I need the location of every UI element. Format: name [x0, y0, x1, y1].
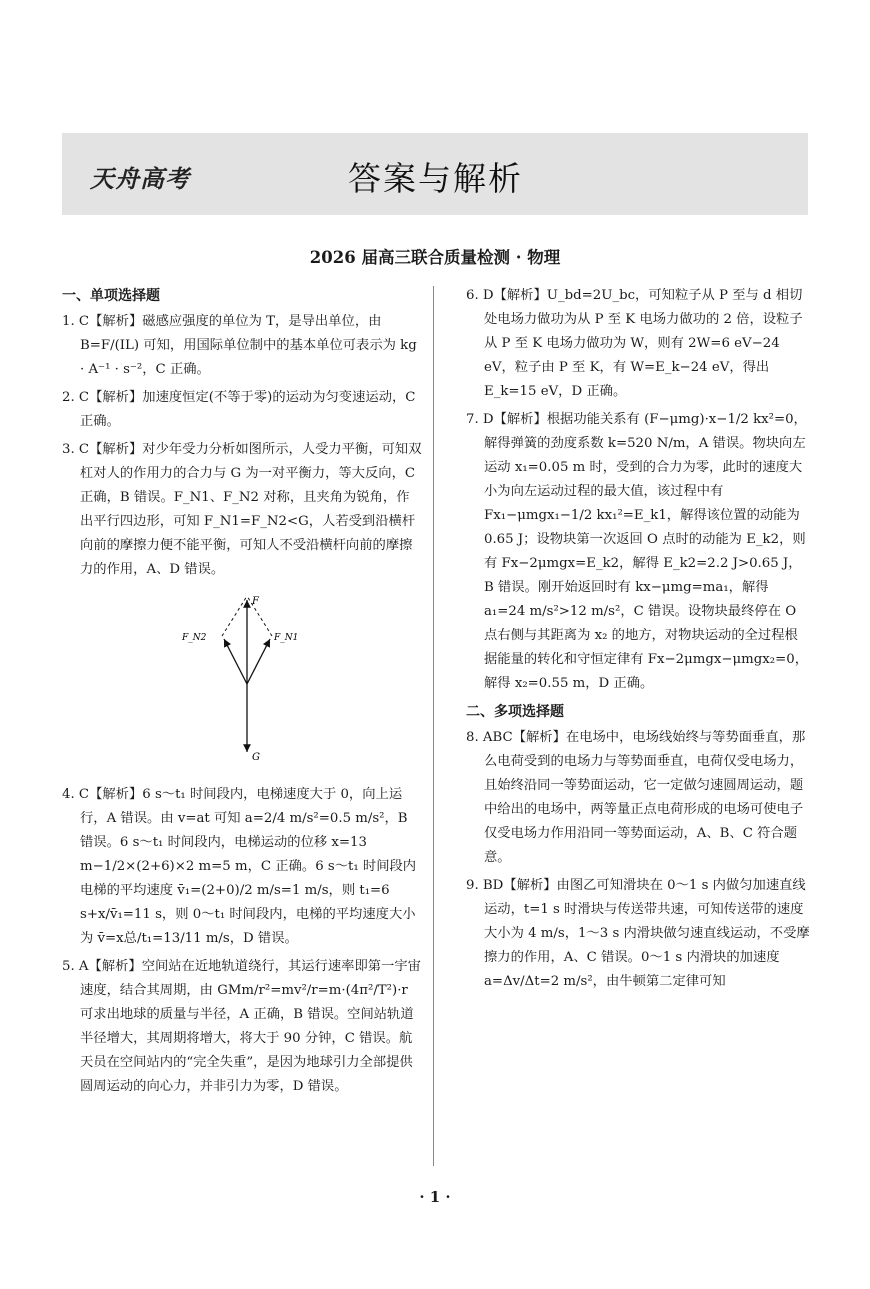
page-title: 2026 届高三联合质量检测 · 物理 [309, 248, 561, 267]
answer-q1: 1. C【解析】磁感应强度的单位为 T，是导出单位，由 B=F/(IL) 可知，用国际单位制中的基本单位可表示为 kg · A⁻¹ · s⁻²，C 正确。 [62, 314, 417, 377]
section-multiple-choice: 二、多项选择题 [466, 704, 564, 720]
page-number: · 1 · [419, 1188, 451, 1206]
section-single-choice: 一、单项选择题 [62, 288, 160, 304]
force-diagram [62, 594, 422, 764]
label-g: G [252, 752, 260, 763]
answer-q2: 2. C【解析】加速度恒定(不等于零)的运动为匀变速运动，C 正确。 [62, 390, 416, 429]
answer-q8: 8. ABC【解析】在电场中，电场线始终与等势面垂直，那么电荷受到的电场力与等势面垂直，电荷仅受电场力，且始终沿同一等势面运动，它一定做匀速圆周运动，题中给出的电场中，两等量正点电荷形成的电场可使电子仅受电场力作用沿同一等势面运动，A、B、C 符合题意。 [466, 730, 806, 865]
answer-q6: 6. D【解析】U_bd=2U_bc，可知粒子从 P 至与 d 相切处电场力做功为从 P 至 K 电场力做功的 2 倍，设粒子从 P 至 K 电场力做功为 W，则有 2W=6 eV−24 eV，粒子由 P 至 K，有 W=E_k−24 eV，得出 E_k=15 eV，D 正确。 [466, 288, 803, 399]
label-fn1: F_N1 [274, 633, 299, 643]
left-column [62, 284, 422, 1103]
label-f: F [252, 596, 259, 607]
answer-q4: 4. C【解析】6 s～t₁ 时间段内，电梯速度大于 0，向上运行，A 错误。由 v=at 可知 a=2/4 m/s²=0.5 m/s²，B 错误。6 s～t₁ 时间段内，电梯运动的位移 x=13 m−1/2×(2+6)×2 m=5 m，C 正确。6 s～t₁ 时间段内电梯的平均速度 v̄₁=(2+0)/2 m/s=1 m/s，则 t₁=6 s+x/v̄₁=11 s，则 0～t₁ 时间段内，电梯的平均速度大小为 v̄=x总/t₁=13/11 m/s，D 错误。 [62, 787, 417, 946]
answer-q5: 5. A【解析】空间站在近地轨道绕行，其运行速率即第一宇宙速度，结合其周期，由 GMm/r²=mv²/r=m·(4π²/T²)·r 可求出地球的质量与半径，A 正确，B 错误。空间站轨道半径增大，其周期将增大，将大于 90 分钟，C 错误。航天员在空间站内的“完全失重”，是因为地球引力全部提供圆周运动的向心力，并非引力为零，D 错误。 [62, 959, 421, 1094]
column-divider [433, 286, 434, 1166]
force-fn1-arrow [247, 639, 270, 684]
answer-q3: 3. C【解析】对少年受力分析如图所示，人受力平衡，可知双杠对人的作用力的合力与 G 为一对平衡力，等大反向，C 正确，B 错误。F_N1、F_N2 对称，且夹角为锐角，作出平行四边形，可知 F_N1=F_N2<G，人若受到沿横杆向前的摩擦力便不能平衡，可知人不受沿横杆向前的摩擦力的作用，A、D 错误。 [62, 442, 422, 577]
banner-title: 答案与解析 [348, 159, 523, 198]
brand-logo: 天舟高考 [90, 165, 190, 193]
answer-q7: 7. D【解析】根据功能关系有 (F−μmg)·x−1/2 kx²=0，解得弹簧的劲度系数 k=520 N/m，A 错误。物块向左运动 x₁=0.05 m 时，受到的合力为零，此时的速度大小为向左运动过程的最大值，该过程中有 Fx₁−μmgx₁−1/2 kx₁²=E_k1，解得该位置的动能为 0.65 J；设物块第一次返回 O 点时的动能为 E_k2，则有 Fx−2μmgx=E_k2，解得 E_k2=2.2 J>0.65 J，B 错误。刚开始返回时有 kx−μmg=ma₁，解得 a₁=24 m/s²>12 m/s²，C 错误。设物块最终停在 O 点右侧与其距离为 x₂ 的地方，对物块运动的全过程根据能量的转化和守恒定律有 Fx−2μmgx−μmgx₂=0，解得 x₂=0.55 m，D 正确。 [466, 412, 809, 691]
answer-q9: 9. BD【解析】由图乙可知滑块在 0～1 s 内做匀加速直线运动，t=1 s 时滑块与传送带共速，可知传送带的速度大小为 4 m/s，1～3 s 内滑块做匀速直线运动，不受摩擦力的作用，A、C 错误。0～1 s 内滑块的加速度 a=Δv/Δt=2 m/s²，由牛顿第二定律可知 [466, 878, 810, 989]
right-column [466, 284, 810, 998]
label-fn2: F_N2 [182, 633, 207, 643]
force-fn2-arrow [224, 639, 247, 684]
header-banner [62, 133, 808, 215]
